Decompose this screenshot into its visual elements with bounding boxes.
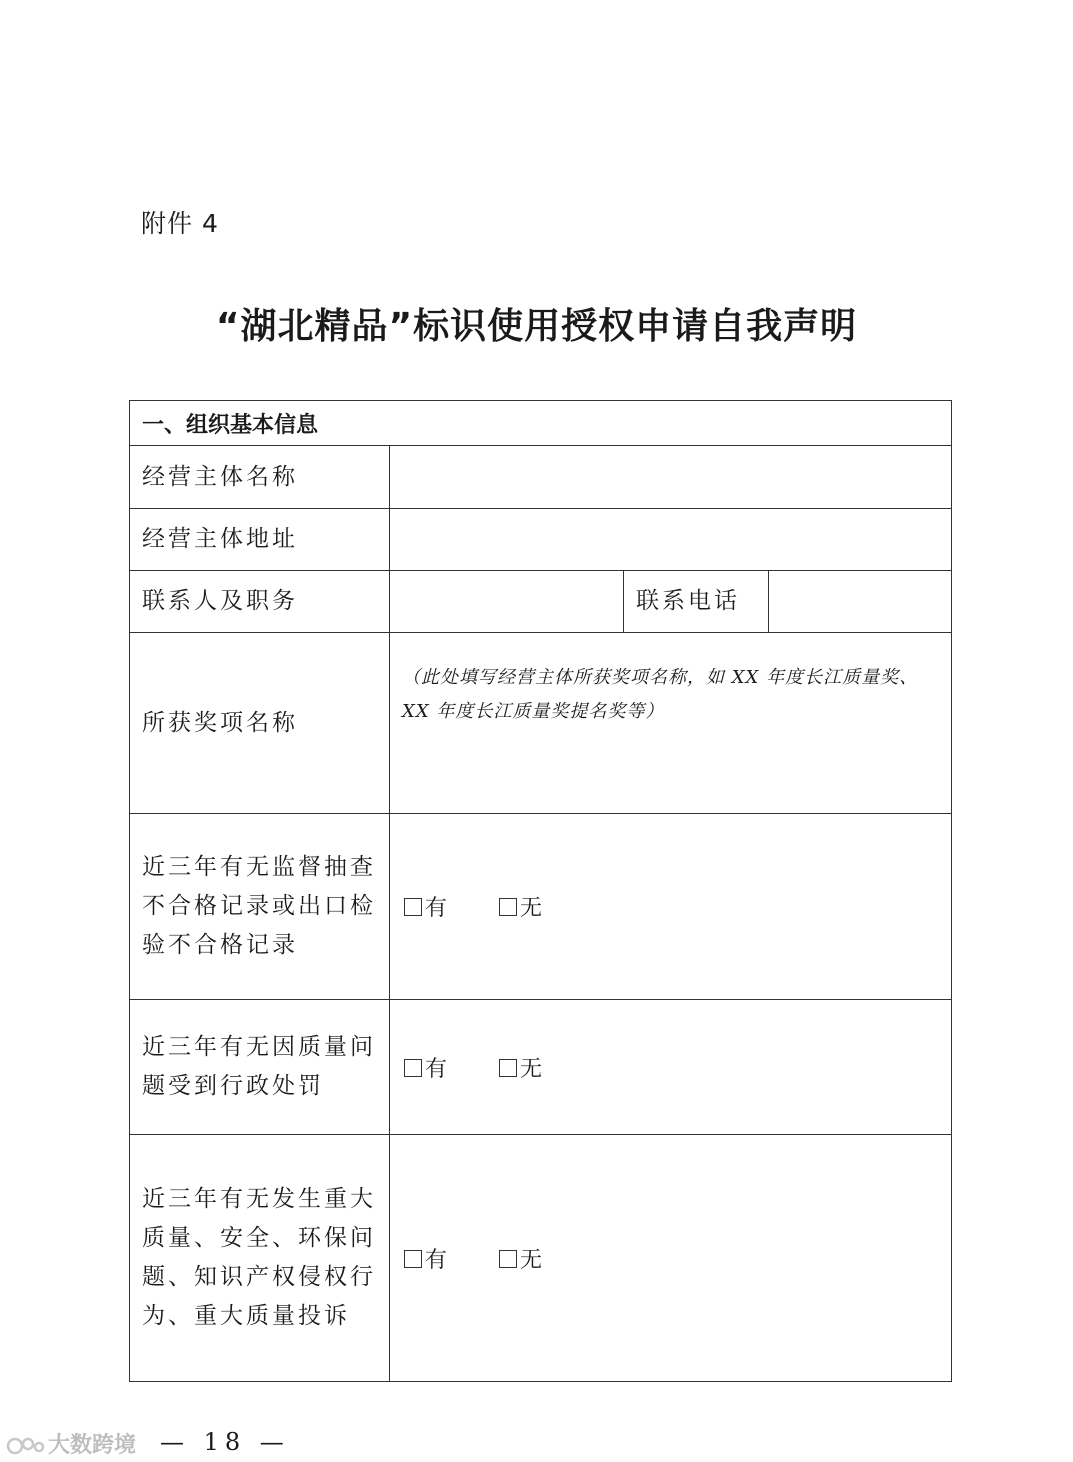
- question-penalty-label: 近三年有无因质量问题受到行政处罚: [130, 1000, 390, 1135]
- checkbox-yes[interactable]: [404, 1250, 422, 1268]
- option-no[interactable]: [499, 891, 542, 922]
- entity-name-label: 经营主体名称: [130, 446, 390, 509]
- contact-label: 联系人及职务: [130, 571, 390, 633]
- document-title: “湖北精品”标识使用授权申请自我声明: [215, 306, 858, 347]
- question-penalty-options: [390, 1000, 952, 1135]
- question-major-issues-options: [390, 1135, 952, 1382]
- watermark-logo-icon: [6, 1434, 48, 1458]
- attachment-label: 附件 4: [141, 209, 219, 238]
- contact-field[interactable]: [390, 571, 624, 633]
- checkbox-no[interactable]: [499, 1250, 517, 1268]
- option-yes[interactable]: [404, 1052, 447, 1083]
- entity-address-label: 经营主体地址: [130, 509, 390, 571]
- awards-label: 所获奖项名称: [130, 633, 390, 814]
- option-yes-label: 有: [425, 896, 448, 921]
- question-inspection-options: [390, 814, 952, 1000]
- question-major-issues-label: 近三年有无发生重大质量、安全、环保问题、知识产权侵权行为、重大质量投诉: [130, 1135, 390, 1382]
- checkbox-no[interactable]: [499, 898, 517, 916]
- option-no[interactable]: [499, 1052, 542, 1083]
- entity-name-field[interactable]: [390, 446, 952, 509]
- option-no-label: 无: [520, 1056, 543, 1082]
- awards-hint: （此处填写经营主体所获奖项名称，如 XX 年度长江质量奖、XX 年度长江质量奖提名奖等）: [402, 667, 919, 722]
- question-inspection-label: 近三年有无监督抽查不合格记录或出口检验不合格记录: [130, 814, 390, 1000]
- phone-field[interactable]: [769, 571, 952, 633]
- page-number: — 18 —: [160, 1428, 290, 1456]
- awards-field[interactable]: [390, 633, 952, 814]
- declaration-form: [129, 400, 952, 1382]
- option-no[interactable]: [499, 1243, 542, 1274]
- option-no-label: 无: [520, 1247, 543, 1273]
- watermark-text: 大数跨境: [48, 1433, 137, 1458]
- checkbox-yes[interactable]: [404, 898, 422, 916]
- watermark: [6, 1428, 136, 1459]
- entity-address-field[interactable]: [390, 509, 952, 571]
- checkbox-yes[interactable]: [404, 1059, 422, 1077]
- option-yes-label: 有: [425, 1247, 448, 1273]
- phone-label: 联系电话: [624, 571, 769, 633]
- option-yes[interactable]: [404, 1243, 447, 1274]
- section-heading: 一、组织基本信息: [130, 401, 952, 446]
- option-yes-label: 有: [425, 1056, 448, 1082]
- checkbox-no[interactable]: [499, 1059, 517, 1077]
- option-no-label: 无: [520, 896, 543, 921]
- option-yes[interactable]: [404, 891, 447, 922]
